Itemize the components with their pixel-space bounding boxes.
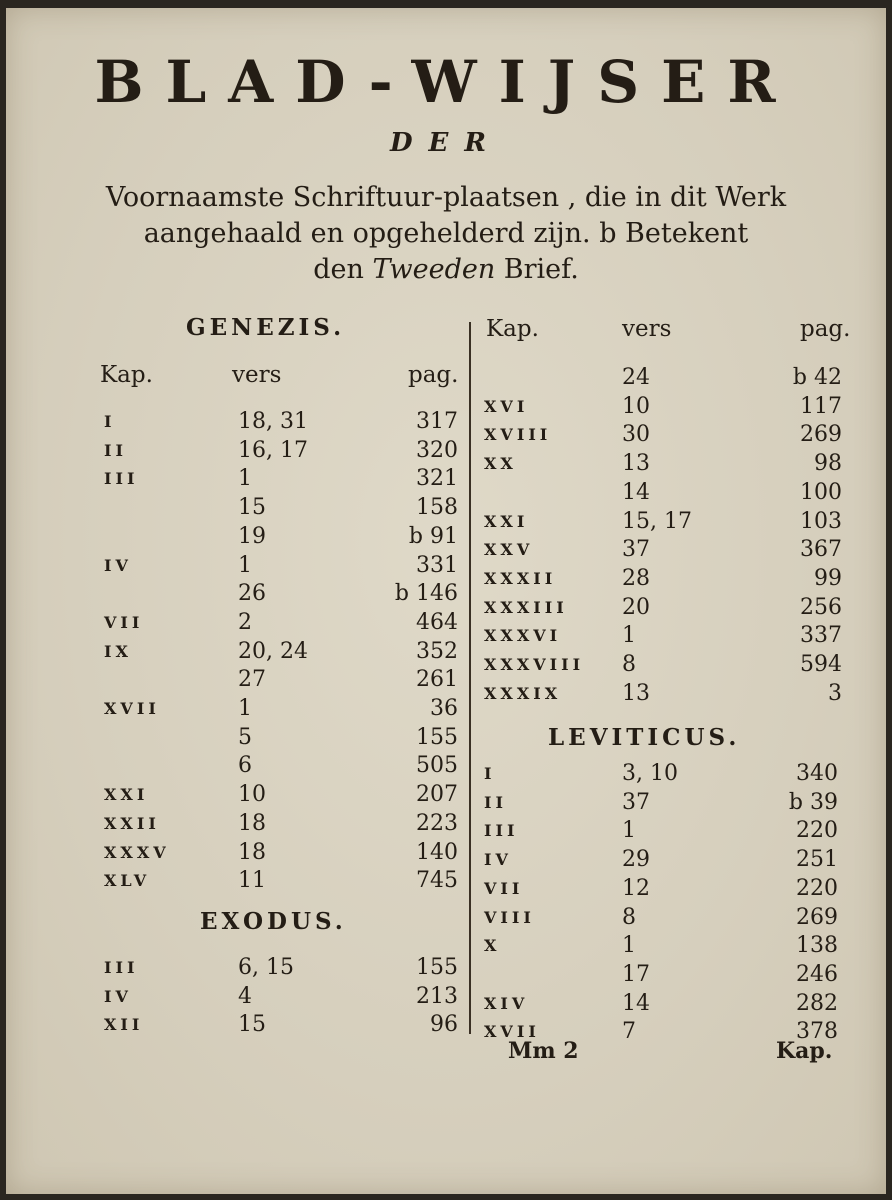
kap-cell: XXII	[104, 813, 160, 833]
kap-cell: XXI	[484, 511, 529, 531]
table-row	[104, 810, 458, 838]
table-row	[484, 364, 842, 392]
vers-cell: 12	[622, 875, 650, 901]
vers-cell: 18	[238, 810, 266, 836]
right-header-vers: vers	[622, 316, 672, 342]
vers-cell: 5	[238, 724, 252, 750]
vers-cell: 2	[238, 609, 252, 635]
table-row	[484, 817, 838, 845]
table-row	[484, 536, 842, 564]
table-row	[484, 594, 842, 622]
pag-cell: 223	[416, 810, 458, 836]
pag-cell: 138	[796, 933, 838, 959]
vers-cell: 7	[622, 1019, 636, 1045]
vers-cell: 17	[622, 961, 650, 987]
kap-cell: VII	[104, 612, 144, 632]
vers-cell: 29	[622, 847, 650, 873]
vers-cell: 30	[622, 422, 650, 448]
table-row	[484, 622, 842, 650]
table-row	[104, 666, 458, 694]
page-title: BLAD-WIJSER	[94, 48, 798, 116]
pag-cell: 220	[796, 875, 838, 901]
left-header-kap: Kap.	[100, 362, 153, 388]
kap-cell: IX	[104, 641, 132, 661]
table-row	[104, 752, 458, 780]
table-row	[104, 523, 458, 551]
pag-cell: 282	[796, 990, 838, 1016]
table-row	[104, 494, 458, 522]
pag-cell: 36	[430, 696, 458, 721]
pag-cell: b 146	[394, 581, 458, 607]
pag-cell: 337	[800, 623, 842, 649]
pag-cell: b 39	[788, 789, 838, 815]
signature-mark: Mm 2	[508, 1038, 579, 1064]
vers-cell: 6	[238, 753, 252, 779]
table-row	[104, 465, 458, 493]
vers-cell: 4	[238, 983, 252, 1009]
left-header-vers: vers	[232, 362, 282, 388]
kap-cell: VII	[484, 878, 524, 898]
subtitle	[80, 180, 812, 288]
subtitle-line-3-b: Brief.	[495, 254, 579, 285]
kap-cell: XXXV	[104, 842, 170, 862]
subtitle-line-2: aangehaald en opgehelderd zijn. b Betekent	[143, 218, 749, 249]
pag-cell: 117	[800, 393, 842, 419]
kap-cell: II	[484, 792, 507, 812]
pag-cell: 3	[828, 680, 842, 706]
table-row	[484, 846, 838, 874]
right-header-pag: pag.	[800, 316, 851, 342]
vers-cell: 10	[238, 782, 266, 808]
pag-cell: 331	[416, 552, 458, 578]
kap-cell: XII	[104, 1015, 144, 1035]
section-genezis: GENEZIS.	[186, 314, 346, 341]
table-row	[104, 983, 458, 1011]
kap-cell: IV	[104, 986, 132, 1006]
table-row	[484, 904, 838, 932]
kap-cell: III	[104, 958, 139, 977]
pag-cell: b 91	[408, 523, 458, 549]
vers-cell: 10	[622, 393, 650, 419]
pag-cell: 269	[800, 422, 842, 448]
kap-cell: III	[484, 821, 519, 841]
vers-cell: 1	[238, 466, 252, 492]
pag-cell: 246	[796, 961, 838, 987]
vers-cell: 11	[238, 868, 266, 894]
kap-cell: III	[104, 469, 139, 489]
pag-cell: 96	[430, 1012, 458, 1038]
pag-cell: 155	[416, 955, 458, 980]
kap-cell: XXXIII	[484, 597, 568, 617]
kap-cell: IV	[484, 850, 512, 870]
pag-cell: 155	[416, 724, 458, 750]
table-row	[104, 724, 458, 752]
pag-cell: 251	[796, 847, 838, 873]
vers-cell: 13	[622, 451, 650, 477]
kap-cell: XX	[484, 454, 517, 474]
kap-cell: XXXIX	[484, 683, 562, 703]
vers-cell: 15	[238, 495, 266, 521]
pag-cell: 352	[416, 638, 458, 664]
subtitle-line-3	[80, 252, 812, 288]
subtitle-line-3-italic: Tweeden	[372, 254, 496, 285]
vers-cell: 1	[238, 552, 252, 578]
pag-cell: b 42	[792, 365, 842, 390]
vers-cell: 1	[622, 933, 636, 959]
pag-cell: 100	[800, 479, 842, 505]
pag-cell: 321	[416, 466, 458, 492]
section-leviticus: LEVITICUS.	[548, 724, 741, 751]
table-row	[104, 580, 458, 608]
kap-cell: XXXVIII	[484, 655, 585, 674]
pag-cell: 269	[796, 904, 838, 930]
subtitle-line-3-a: den	[313, 254, 373, 285]
table-row	[104, 609, 458, 637]
vers-cell: 19	[238, 523, 266, 549]
pag-cell: 213	[416, 983, 458, 1009]
kap-cell: XVII	[484, 1022, 540, 1042]
kap-cell: XIV	[484, 993, 529, 1013]
pag-cell: 261	[416, 667, 458, 693]
pag-cell: 464	[416, 609, 458, 635]
table-row	[104, 954, 458, 982]
vers-cell: 18, 31	[238, 409, 308, 434]
pag-cell: 99	[814, 565, 842, 591]
kap-cell: XXV	[484, 540, 534, 560]
pag-cell: 256	[800, 594, 842, 620]
vers-cell: 3, 10	[622, 761, 678, 786]
table-row	[484, 932, 838, 960]
table-row	[104, 839, 458, 867]
table-row	[104, 781, 458, 809]
vers-cell: 37	[622, 537, 650, 563]
vers-cell: 1	[622, 818, 636, 844]
vers-cell: 15	[238, 1012, 266, 1038]
table-row	[484, 961, 838, 989]
vers-cell: 20, 24	[238, 638, 308, 664]
pag-cell: 98	[814, 451, 842, 477]
vers-cell: 15, 17	[622, 508, 692, 534]
left-header-pag: pag.	[408, 362, 459, 388]
kap-cell: VIII	[484, 907, 535, 927]
pag-cell: 103	[800, 508, 842, 534]
kap-cell: XXXII	[484, 568, 557, 588]
vers-cell: 14	[622, 479, 650, 505]
kap-cell: XVI	[484, 396, 529, 416]
kap-cell: XVIII	[484, 425, 552, 445]
vers-cell: 37	[622, 789, 650, 815]
vers-cell: 14	[622, 990, 650, 1016]
table-row	[484, 421, 842, 449]
kap-cell: X	[484, 936, 501, 956]
pag-cell: 367	[800, 537, 842, 563]
table-row	[104, 552, 458, 580]
pag-cell: 340	[796, 761, 838, 786]
subtitle-der: DER	[390, 128, 502, 158]
pag-cell: 220	[796, 818, 838, 844]
table-row	[484, 393, 842, 421]
vers-cell: 18	[238, 839, 266, 865]
right-header-kap: Kap.	[486, 316, 539, 342]
vers-cell: 27	[238, 667, 266, 693]
table-row	[484, 565, 842, 593]
column-divider	[469, 322, 471, 1034]
table-row	[484, 479, 842, 507]
pag-cell: 745	[416, 868, 458, 894]
kap-cell: I	[104, 412, 116, 431]
vers-cell: 16, 17	[238, 437, 308, 463]
vers-cell: 28	[622, 565, 650, 591]
vers-cell: 13	[622, 680, 650, 706]
pag-cell: 317	[416, 409, 458, 434]
vers-cell: 20	[622, 594, 650, 620]
section-exodus: EXODUS.	[200, 908, 347, 935]
pag-cell: 378	[796, 1019, 838, 1045]
kap-cell: XXXVI	[484, 626, 562, 646]
table-row	[484, 508, 842, 536]
table-row	[104, 695, 458, 723]
kap-cell: IV	[104, 555, 132, 575]
table-row	[104, 437, 458, 465]
subtitle-line-1: Voornaamste Schriftuur-plaatsen , die in dit Werk	[105, 182, 787, 213]
table-row	[484, 651, 842, 679]
table-row	[484, 875, 838, 903]
table-row	[104, 638, 458, 666]
kap-cell: I	[484, 764, 496, 783]
vers-cell: 26	[238, 581, 266, 607]
pag-cell: 158	[416, 495, 458, 521]
table-row	[104, 1011, 458, 1039]
vers-cell: 1	[622, 623, 636, 649]
kap-cell: XLV	[104, 871, 151, 891]
table-row	[484, 680, 842, 708]
vers-cell: 6, 15	[238, 955, 294, 980]
table-row	[484, 760, 838, 788]
vers-cell: 24	[622, 365, 650, 390]
table-row	[484, 789, 838, 817]
kap-cell: XXI	[104, 785, 149, 805]
table-row	[484, 990, 838, 1018]
catchword: Kap.	[776, 1038, 833, 1064]
pag-cell: 594	[800, 652, 842, 677]
pag-cell: 505	[416, 753, 458, 779]
kap-cell: XVII	[104, 699, 160, 718]
pag-cell: 140	[416, 839, 458, 865]
vers-cell: 8	[622, 904, 636, 930]
vers-cell: 8	[622, 652, 636, 677]
pag-cell: 207	[416, 782, 458, 808]
table-row	[484, 450, 842, 478]
vers-cell: 1	[238, 696, 252, 721]
table-row	[104, 408, 458, 436]
kap-cell: II	[104, 440, 127, 460]
table-row	[104, 867, 458, 895]
pag-cell: 320	[416, 437, 458, 463]
